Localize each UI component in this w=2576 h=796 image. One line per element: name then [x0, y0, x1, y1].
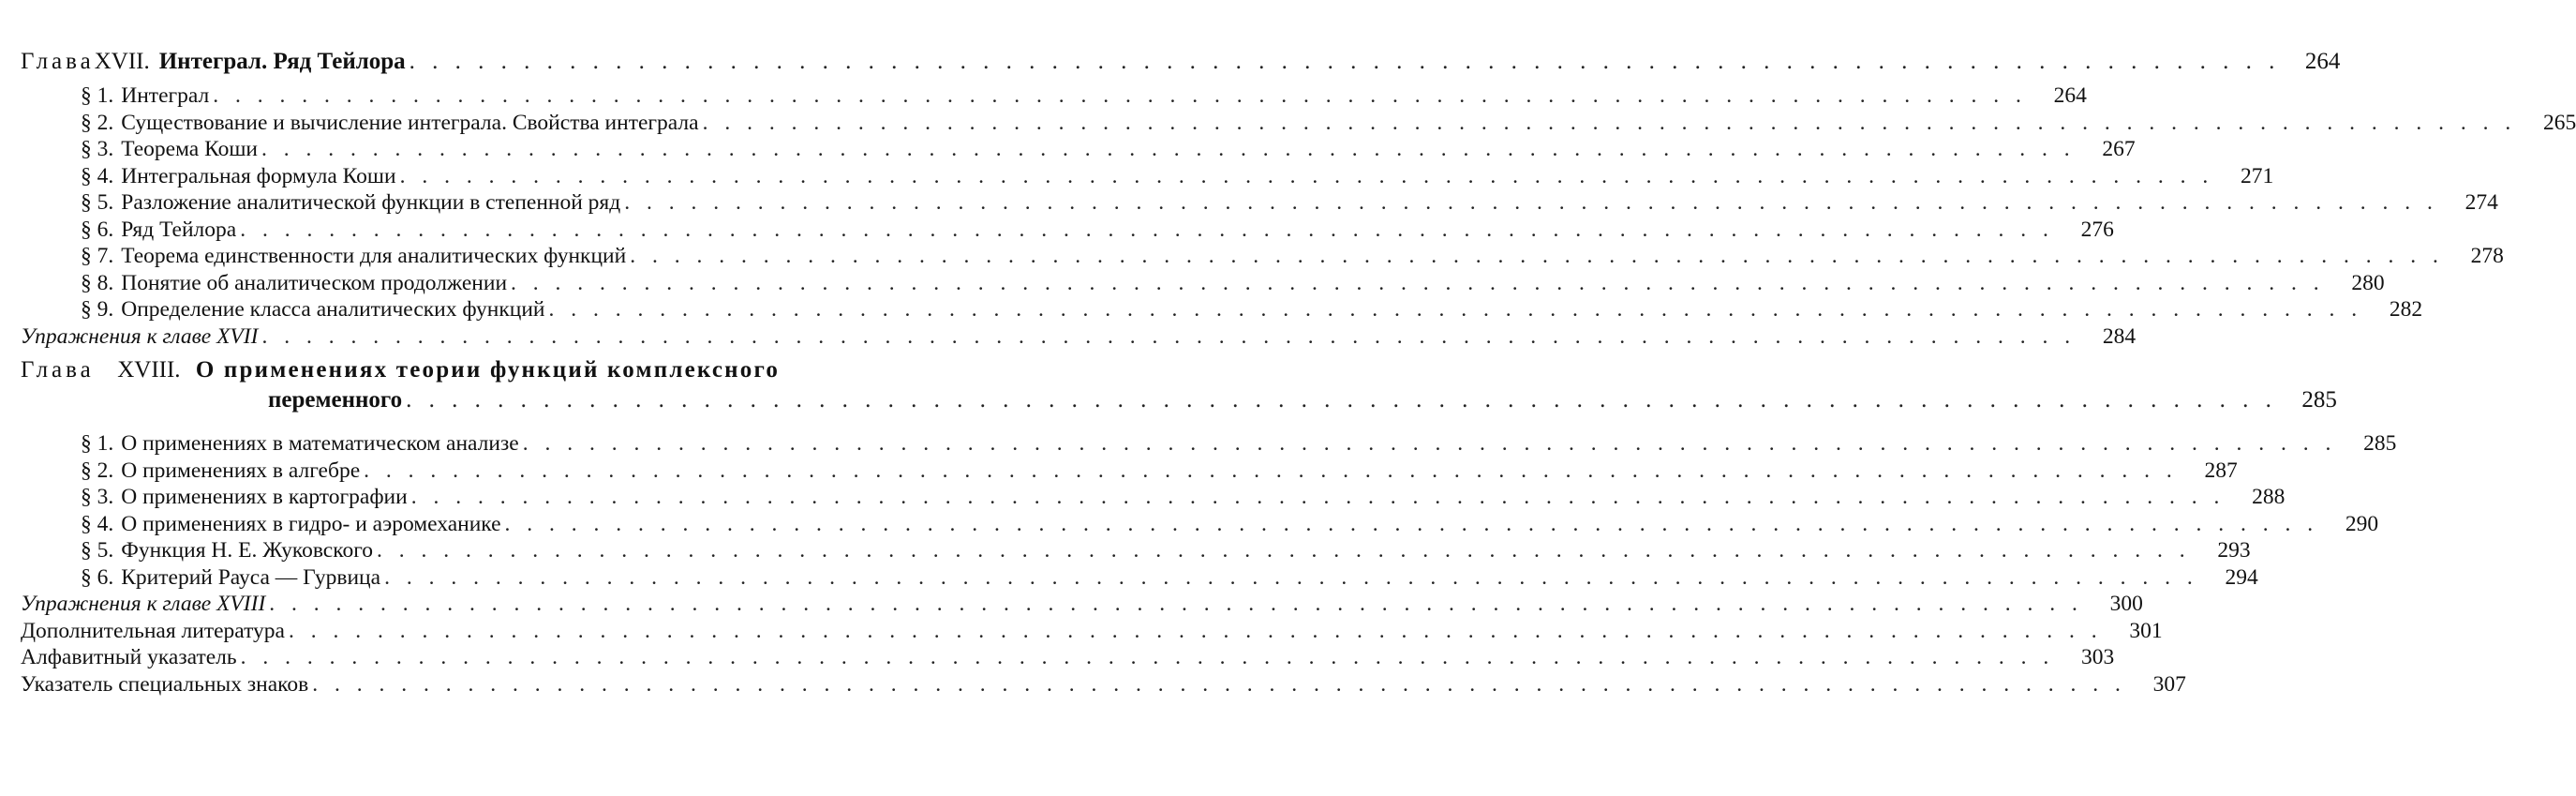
chapter-18-heading: [21, 355, 2337, 415]
page-number: 276: [2080, 217, 2114, 242]
exercises-title: Упражнения к главе XVII: [21, 323, 259, 349]
page-number: 285: [2301, 387, 2337, 413]
entry-title: Алфавитный указатель: [21, 645, 237, 669]
dot-leader: . . . . . . . . . . . . . . . . . . . . . . . . . . . . . . . . . . . . . . . . . . . . . . . . . . . . . . . . . . . . . . . . . . . . . . . . . . . . . . . . . .: [213, 83, 2027, 108]
dot-leader: . . . . . . . . . . . . . . . . . . . . . . . . . . . . . . . . . . . . . . . . . . . . . . . . . . . . . . . . . . . . . . . . . . . . . . . . . . . . . . . . . .: [548, 297, 2363, 322]
section-title: Теорема единственности для аналитических функций: [121, 244, 627, 268]
page-number: 303: [2080, 645, 2115, 669]
chapter-label: Глава: [21, 49, 95, 74]
toc-entry-17-4: [21, 163, 2274, 190]
section-number: § 1.: [81, 83, 114, 108]
entry-title: Указатель специальных знаков: [21, 671, 309, 697]
dot-leader: . . . . . . . . . . . . . . . . . . . . . . . . . . . . . . . . . . . . . . . . . . . . . . . . . . . . . . . . . . . . . . . . . . . . . . . . . . . . . . . . . .: [288, 618, 2103, 643]
section-title: О применениях в математическом анализе: [121, 431, 519, 456]
page-number: 294: [2225, 564, 2258, 590]
page-number: 280: [2351, 270, 2385, 295]
exercises-title: Упражнения к главе XVIII: [21, 592, 266, 616]
page-number: 271: [2240, 163, 2274, 188]
page-number: 288: [2252, 485, 2286, 509]
chapter-number: XVII.: [94, 49, 150, 74]
section-title: Интеграл: [121, 83, 210, 108]
section-number: § 5.: [81, 190, 114, 215]
section-number: § 1.: [81, 431, 114, 456]
section-number: § 4.: [81, 163, 114, 188]
section-title: О применениях в картографии: [121, 485, 408, 509]
dot-leader: . . . . . . . . . . . . . . . . . . . . . . . . . . . . . . . . . . . . . . . . . . . . . . . . . . . . . . . . . . . . . . . . . . . . . . . . . . . . . . . . . .: [504, 511, 2319, 536]
toc-entry-17-2: [21, 110, 2576, 137]
page-number: 300: [2109, 592, 2143, 616]
chapter-label: Глава: [21, 357, 95, 383]
dot-leader: . . . . . . . . . . . . . . . . . . . . . . . . . . . . . . . . . . . . . . . . . . . . . . . . . . . . . . . . . . . . . . . . . . . . . . . . . . . . . . . . . .: [624, 190, 2438, 215]
dot-leader: . . . . . . . . . . . . . . . . . . . . . . . . . . . . . . . . . . . . . . . . . . . . . . . . . . . . . . . . . . . . . . . . . . . . . . . . . . . . . . . . . .: [240, 217, 2054, 242]
dot-leader: . . . . . . . . . . . . . . . . . . . . . . . . . . . . . . . . . . . . . . . . . . . . . . . . . . . . . . . . . . . . . . . . . . . . . . . . . . . . . . . . . .: [261, 137, 2076, 161]
page-number: 274: [2464, 190, 2498, 215]
page-number: 307: [2152, 671, 2186, 697]
section-title: Теорема Коши: [121, 137, 259, 161]
toc-entry-17-6: [21, 217, 2114, 244]
section-number: § 9.: [81, 297, 114, 322]
toc-entry-17-7: [21, 243, 2504, 270]
page-number: 284: [2102, 323, 2137, 349]
page-number: 267: [2102, 137, 2136, 161]
chapter-number: XVIII.: [117, 357, 181, 383]
toc-entry-17-9: [21, 296, 2423, 323]
section-title: Существование и вычисление интеграла. Свойства интеграла: [121, 110, 699, 135]
section-title: Интегральная формула Коши: [121, 163, 396, 188]
toc-entry-symbol-index: [21, 671, 2186, 698]
dot-leader: . . . . . . . . . . . . . . . . . . . . . . . . . . . . . . . . . . . . . . . . . . . . . . . . . . . . . . . . . . . . . . . . . . . . . . . . . . . . . . . . . .: [384, 564, 2198, 590]
chapter-title: Интеграл. Ряд Тейлора: [158, 49, 406, 74]
toc-entry-18-1: [21, 430, 2397, 458]
toc-entry-17-8: [21, 270, 2385, 297]
page-number: 301: [2129, 618, 2163, 643]
section-number: § 2.: [81, 110, 114, 135]
section-number: § 3.: [81, 485, 114, 509]
section-number: § 6.: [81, 564, 114, 590]
page-number: 285: [2363, 431, 2397, 456]
dot-leader: . . . . . . . . . . . . . . . . . . . . . . . . . . . . . . . . . . . . . . . . . . . . . . . . . . . . . . . . . . . . . . . . . . . . . . . . . . . . . . . . . .: [522, 431, 2337, 456]
chapter-title-line-1: О применениях теории функций комплексного: [195, 357, 781, 383]
toc-entry-18-3: [21, 484, 2286, 511]
dot-leader: . . . . . . . . . . . . . . . . . . . . . . . . . . . . . . . . . . . . . . . . . . . . . . . . . . . . . . . . . . . . . . . . . . . . . . . . . . . . . . . . . .: [240, 645, 2055, 669]
page-number: 293: [2217, 538, 2251, 563]
dot-leader: . . . . . . . . . . . . . . . . . . . . . . . . . . . . . . . . . . . . . . . . . . . . . . . . . . . . . . . . . . . . . . . . . . . . . . . . . . . . . . . . . .: [406, 387, 2277, 413]
toc-entry-18-6: [21, 564, 2258, 592]
toc-entry-17-3: [21, 136, 2136, 163]
toc-entry-alphabetical-index: [21, 644, 2115, 671]
toc-entry-17-5: [21, 189, 2498, 217]
section-title: О применениях в алгебре: [121, 458, 361, 483]
toc-entry-18-5: [21, 537, 2251, 564]
toc-entry-18-exercises: [21, 591, 2143, 618]
toc-entry-18-2: [21, 458, 2238, 485]
toc-entry-additional-literature: [21, 618, 2163, 645]
dot-leader: . . . . . . . . . . . . . . . . . . . . . . . . . . . . . . . . . . . . . . . . . . . . . . . . . . . . . . . . . . . . . . . . . . . . . . . . . . . . . . . . . .: [269, 592, 2083, 616]
section-number: § 6.: [81, 217, 114, 242]
dot-leader: . . . . . . . . . . . . . . . . . . . . . . . . . . . . . . . . . . . . . . . . . . . . . . . . . . . . . . . . . . . . . . . . . . . . . . . . . . . . . . . . . .: [399, 163, 2214, 188]
page-number: 264: [2304, 49, 2341, 74]
dot-leader: . . . . . . . . . . . . . . . . . . . . . . . . . . . . . . . . . . . . . . . . . . . . . . . . . . . . . . . . . . . . . . . . . . . . . . . . . . . . . . . . . .: [377, 538, 2191, 563]
section-title: Критерий Рауса — Гурвица: [121, 564, 381, 590]
page-number: 264: [2053, 83, 2087, 108]
toc-entry-18-4: [21, 511, 2379, 538]
section-number: § 7.: [81, 244, 114, 268]
page-number: 265: [2542, 110, 2576, 135]
section-title: Разложение аналитической функции в степенной ряд: [121, 190, 621, 215]
dot-leader: . . . . . . . . . . . . . . . . . . . . . . . . . . . . . . . . . . . . . . . . . . . . . . . . . . . . . . . . . . . . . . . . . . . . . . . . . . . . . . . . . .: [261, 323, 2077, 349]
page-number: 290: [2345, 511, 2379, 536]
dot-leader: . . . . . . . . . . . . . . . . . . . . . . . . . . . . . . . . . . . . . . . . . . . . . . . . . . . . . . . . . . . . . . . . . . . . . . . . . . . . . . . . . .: [312, 671, 2126, 697]
table-of-contents: [21, 41, 2576, 698]
page-number: 278: [2470, 244, 2504, 268]
page-number: 282: [2389, 297, 2423, 322]
dot-leader: . . . . . . . . . . . . . . . . . . . . . . . . . . . . . . . . . . . . . . . . . . . . . . . . . . . . . . . . . . . . . . . . . . . . . . . . . . . . . . . . . .: [511, 270, 2325, 295]
section-title: Функция Н. Е. Жуковского: [121, 538, 374, 563]
section-title: Ряд Тейлора: [121, 217, 237, 242]
toc-entry-17-1: [21, 83, 2087, 110]
section-number: § 3.: [81, 137, 114, 161]
section-title: Определение класса аналитических функций: [121, 297, 545, 322]
toc-entry-17-exercises: [21, 323, 2137, 351]
section-title: Понятие об аналитическом продолжении: [121, 270, 508, 295]
page-number: 287: [2204, 458, 2238, 483]
section-title: О применениях в гидро- и аэромеханике: [121, 511, 501, 536]
dot-leader: . . . . . . . . . . . . . . . . . . . . . . . . . . . . . . . . . . . . . . . . . . . . . . . . . . . . . . . . . . . . . . . . . . . . . . . . . . . . . . . . . .: [409, 49, 2281, 74]
dot-leader: . . . . . . . . . . . . . . . . . . . . . . . . . . . . . . . . . . . . . . . . . . . . . . . . . . . . . . . . . . . . . . . . . . . . . . . . . . . . . . . . . .: [410, 485, 2226, 509]
dot-leader: . . . . . . . . . . . . . . . . . . . . . . . . . . . . . . . . . . . . . . . . . . . . . . . . . . . . . . . . . . . . . . . . . . . . . . . . . . . . . . . . . .: [364, 458, 2178, 483]
dot-leader: . . . . . . . . . . . . . . . . . . . . . . . . . . . . . . . . . . . . . . . . . . . . . . . . . . . . . . . . . . . . . . . . . . . . . . . . . . . . . . . . . .: [702, 110, 2517, 135]
entry-title: Дополнительная литература: [21, 618, 285, 643]
section-number: § 2.: [81, 458, 114, 483]
chapter-17-heading: [21, 41, 2341, 83]
section-number: § 8.: [81, 270, 114, 295]
section-number: § 4.: [81, 511, 114, 536]
dot-leader: . . . . . . . . . . . . . . . . . . . . . . . . . . . . . . . . . . . . . . . . . . . . . . . . . . . . . . . . . . . . . . . . . . . . . . . . . . . . . . . . . .: [630, 244, 2444, 268]
chapter-title-line-2: переменного: [268, 387, 403, 413]
section-number: § 5.: [81, 538, 114, 563]
